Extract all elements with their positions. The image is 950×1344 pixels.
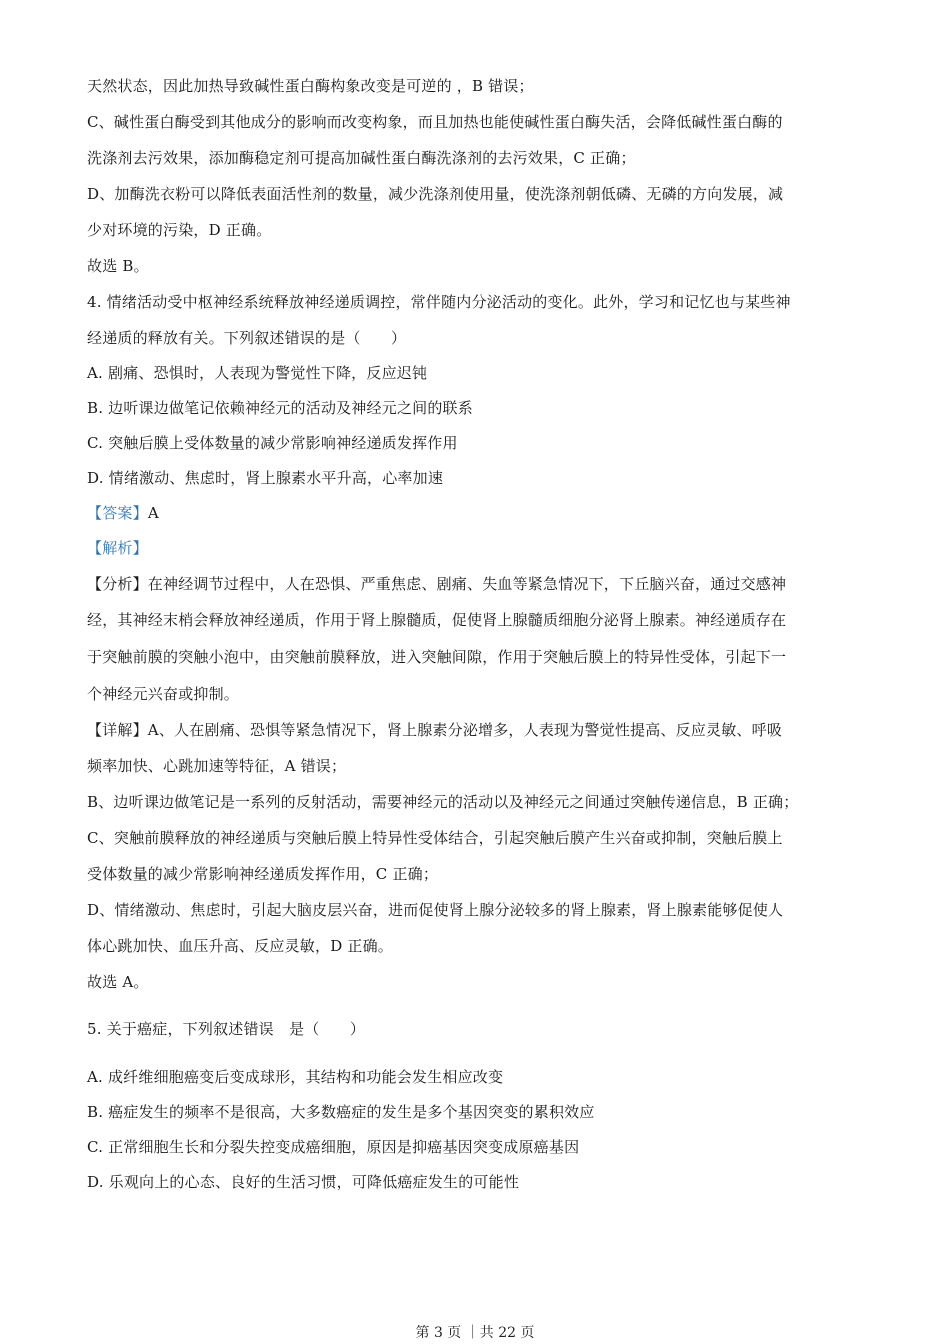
q4-option-a: A. 剧痛、恐惧时，人表现为警觉性下降，反应迟钝 [87, 364, 428, 382]
q4-fenxi-line: 经，其神经末梢会释放神经递质，作用于肾上腺髓质，促使肾上腺髓质细胞分泌肾上腺素。神经递质存在 [87, 611, 787, 629]
q4-option-b: B. 边听课边做笔记依赖神经元的活动及神经元之间的联系 [87, 399, 473, 417]
q5-option-c: C. 正常细胞生长和分裂失控变成癌细胞，原因是抑癌基因突变成原癌基因 [87, 1138, 580, 1156]
answer-value: A [147, 504, 159, 522]
q4-fenxi-line: 于突触前膜的突触小泡中，由突触前膜释放，进入突触间隙，作用于突触后膜上的特异性受体，引起下一 [87, 648, 787, 666]
answer-label: 【答案】 [87, 504, 148, 522]
q5-option-a: A. 成纤维细胞癌变后变成球形，其结构和功能会发生相应改变 [87, 1068, 504, 1086]
analysis-label: 【解析】 [87, 539, 148, 557]
q4-xiangjie-line: D、情绪激动、焦虑时，引起大脑皮层兴奋，进而促使肾上腺分泌较多的肾上腺素，肾上腺素能够促使人 [87, 901, 784, 919]
q4-fenxi-line: 【分析】在神经调节过程中，人在恐惧、严重焦虑、剧痛、失血等紧急情况下，下丘脑兴奋，通过交感神 [87, 575, 787, 593]
q3-conclusion: 故选 B。 [87, 257, 149, 275]
q4-fenxi-line: 个神经元兴奋或抑制。 [87, 685, 240, 703]
q3-explanation-line: 天然状态，因此加热导致碱性蛋白酶构象改变是可逆的 ，B 错误； [87, 77, 534, 95]
q5-stem: 5. 关于癌症，下列叙述错误 是（ ） [87, 1020, 366, 1038]
q4-conclusion: 故选 A。 [87, 973, 149, 991]
q4-xiangjie-line: B、边听课边做笔记是一系列的反射活动，需要神经元的活动以及神经元之间通过突触传递信息，B 正确； [87, 793, 799, 811]
page-number-footer: 第 3 页 ｜共 22 页 [415, 1325, 535, 1341]
q5-option-b: B. 癌症发生的频率不是很高，大多数癌症的发生是多个基因突变的累积效应 [87, 1103, 595, 1121]
q4-xiangjie-line: 受体数量的减少常影响神经递质发挥作用，C 正确； [87, 865, 439, 883]
q3-explanation-line: D、加酶洗衣粉可以降低表面活性剂的数量，减少洗涤剂使用量，使洗涤剂朝低磷、无磷的方向发展，减 [87, 185, 784, 203]
q4-stem: 经递质的释放有关。下列叙述错误的是（ ） [87, 329, 407, 347]
q4-xiangjie-line: 【详解】A、人在剧痛、恐惧等紧急情况下，肾上腺素分泌增多，人表现为警觉性提高、反应灵敏、呼吸 [87, 721, 783, 739]
q3-explanation-line: 少对环境的污染，D 正确。 [87, 221, 272, 239]
q4-analysis-heading [87, 538, 862, 558]
q4-option-c: C. 突触后膜上受体数量的减少常影响神经递质发挥作用 [87, 434, 458, 452]
q4-xiangjie-line: C、突触前膜释放的神经递质与突触后膜上特异性受体结合，引起突触后膜产生兴奋或抑制，突触后膜上 [87, 829, 783, 847]
q5-option-d: D. 乐观向上的心态、良好的生活习惯，可降低癌症发生的可能性 [87, 1173, 520, 1191]
q4-xiangjie-line: 体心跳加快、血压升高、反应灵敏，D 正确。 [87, 937, 393, 955]
q4-option-d: D. 情绪激动、焦虑时，肾上腺素水平升高，心率加速 [87, 469, 444, 487]
q4-answer [87, 503, 862, 523]
q3-explanation-line: 洗涤剂去污效果，添加酶稳定剂可提高加碱性蛋白酶洗涤剂的去污效果，C 正确； [87, 149, 636, 167]
q4-stem: 4. 情绪活动受中枢神经系统释放神经递质调控，常伴随内分泌活动的变化。此外，学习和记忆也与某些神 [87, 293, 791, 311]
q4-xiangjie-line: 频率加快、心跳加速等特征，A 错误； [87, 757, 347, 775]
q3-explanation-line: C、碱性蛋白酶受到其他成分的影响而改变构象，而且加热也能使碱性蛋白酶失活，会降低碱性蛋白酶的 [87, 113, 783, 131]
